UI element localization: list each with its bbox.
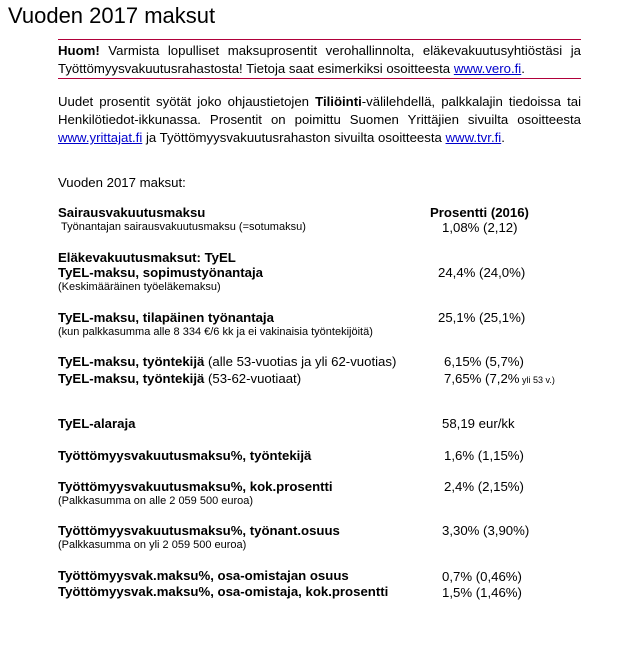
tvm2-value: 2,4% (2,15%) <box>444 479 524 494</box>
tyel3-bold: TyEL-maksu, työntekijä <box>58 354 205 369</box>
tvr-link[interactable]: www.tvr.fi <box>445 130 502 145</box>
tyel1-value: 24,4% (24,0%) <box>438 265 526 280</box>
alaraja-label: TyEL-alaraja <box>58 416 136 431</box>
subtitle: Vuoden 2017 maksut: <box>58 175 186 190</box>
tvm3-label: Työttömyysvakuutusmaksu%, työnant.osuus <box>58 523 340 538</box>
tyel4-value-note: yli 53 v.) <box>519 375 555 385</box>
page-title: Vuoden 2017 maksut <box>8 3 216 28</box>
notice-box <box>58 39 581 79</box>
tvm4-value: 0,7% (0,46%) <box>442 569 522 584</box>
vero-link[interactable]: www.vero.fi <box>453 61 522 76</box>
sairaus-value: 1,08% (2,12) <box>442 220 518 235</box>
elake-heading: Eläkevakuutusmaksut: TyEL <box>58 250 236 265</box>
tyel2-sub: (kun palkkasumma alle 8 334 €/6 kk ja ei vakinaisia työntekijöitä) <box>58 326 373 338</box>
tvm2-sub: (Palkkasumma on alle 2 059 500 euroa) <box>58 495 254 507</box>
tyel3-normal: (alle 53-vuotias ja yli 62-vuotias) <box>204 354 397 369</box>
sairaus-heading: Sairausvakuutusmaksu <box>58 205 206 220</box>
tyel4-normal: (53-62-vuotiaat) <box>204 371 302 386</box>
tyel4-value-main: 7,65% (7,2% <box>444 371 520 386</box>
alaraja-value: 58,19 eur/kk <box>442 416 515 431</box>
tvm4-label: Työttömyysvak.maksu%, osa-omistajan osuus <box>58 568 349 583</box>
tvm1-label: Työttömyysvakuutusmaksu%, työntekijä <box>58 448 312 463</box>
intro-paragraph <box>58 93 581 147</box>
intro-text-4: . <box>501 130 505 145</box>
intro-bold: Tiliöinti <box>315 94 362 109</box>
tvm1-value: 1,6% (1,15%) <box>444 448 524 463</box>
sairaus-sub: Työnantajan sairausvakuutusmaksu (=sotumaksu) <box>61 221 306 233</box>
tyel1-label: TyEL-maksu, sopimustyönantaja <box>58 265 263 280</box>
intro-text-2: -välilehdellä, palkkalajin tiedoissa tai Henkilötiedot-ikkunassa. Prosentit on poimittu Suomen Yrittäjien sivuilta osoitteesta <box>58 94 581 127</box>
tyel4-label <box>58 371 301 387</box>
tvm3-value: 3,30% (3,90%) <box>442 523 530 538</box>
tyel4-value <box>444 371 555 388</box>
tvm2-label: Työttömyysvakuutusmaksu%, kok.prosentti <box>58 479 333 494</box>
notice-text: Varmista lopulliset maksuprosentit verohallinnolta, eläkevakuutusyhtiöstäsi ja Työttömyysvakuutusrahastosta! Tietoja saat esimerkiksi osoitteesta <box>58 43 581 76</box>
intro-text-1: Uudet prosentit syötät joko ohjaustietojen <box>58 94 316 109</box>
tvm5-value: 1,5% (1,46%) <box>442 585 522 600</box>
intro-text-3: ja Työttömyysvakuutusrahaston sivuilta osoitteesta <box>142 130 446 145</box>
notice-end: . <box>521 61 525 76</box>
tyel4-bold: TyEL-maksu, työntekijä <box>58 371 205 386</box>
tyel2-value: 25,1% (25,1%) <box>438 310 526 325</box>
tyel3-value: 6,15% (5,7%) <box>444 354 524 369</box>
notice-bold: Huom! <box>58 43 100 58</box>
column-heading: Prosentti (2016) <box>430 205 529 220</box>
tvm3-sub: (Palkkasumma on yli 2 059 500 euroa) <box>58 539 247 551</box>
tyel1-sub: (Keskimääräinen työeläkemaksu) <box>58 281 221 293</box>
tyel3-label <box>58 354 396 370</box>
tvm5-label: Työttömyysvak.maksu%, osa-omistaja, kok.prosentti <box>58 584 389 599</box>
yrittajat-link[interactable]: www.yrittajat.fi <box>58 130 143 145</box>
tyel2-label: TyEL-maksu, tilapäinen työnantaja <box>58 310 274 325</box>
